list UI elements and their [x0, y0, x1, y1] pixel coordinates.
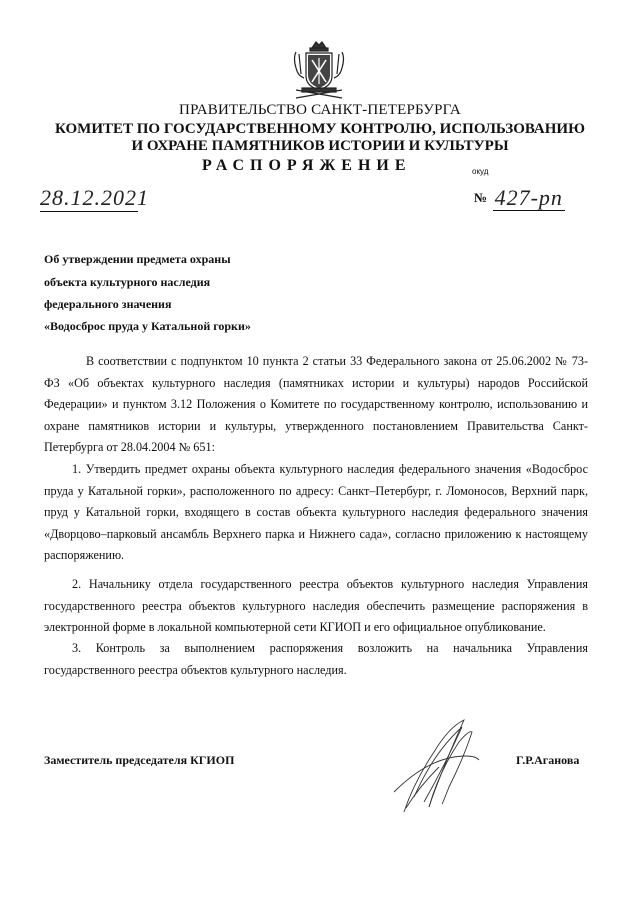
subject-line: объекта культурного наследия: [44, 275, 211, 289]
document-date: 28.12.2021: [40, 185, 149, 210]
subject-line: федерального значения: [44, 297, 172, 311]
signatory-name: Г.Р.Аганова: [516, 753, 580, 767]
item-2-paragraph: 2. Начальнику отдела государственного реестра объектов культурного наследия Управления государственного реестра объектов культурного наследия обеспечить размещение распоряжения в электронной форме в локальной компьютерной сети КГИОП и его официальное опубликование.: [44, 577, 588, 634]
signatory-title: Заместитель председателя КГИОП: [44, 753, 235, 767]
handwritten-signature: [384, 712, 504, 822]
preamble-paragraph: В соответствии с подпунктом 10 пункта 2 статьи 33 Федерального закона от 25.06.2002 № 73-ФЗ «Об объектах культурного наследия (памятниках истории и культуры) народов Российской Федерации» и пунктом 3.12 Положения о Комитете по государственному контролю, использованию и охране памятников истории и культуры, утвержденного постановлением Правительства Санкт-Петербурга от 28.04.2004 № 651:: [44, 354, 588, 454]
item-3-paragraph: 3. Контроль за выполнением распоряжения возложить на начальника Управления государственного реестра объектов культурного наследия.: [44, 641, 588, 677]
subject-line: Об утверждении предмета охраны: [44, 252, 231, 266]
coat-of-arms-icon: [290, 38, 348, 100]
committee-title-line2: И ОХРАНЕ ПАМЯТНИКОВ ИСТОРИИ И КУЛЬТУРЫ: [131, 138, 509, 154]
okud-label: окуд: [472, 167, 489, 176]
government-title: ПРАВИТЕЛЬСТВО САНКТ-ПЕТЕРБУРГА: [179, 102, 461, 118]
document-type: РАСПОРЯЖЕНИЕ: [202, 157, 412, 174]
subject-line: «Водосброс пруда у Катальной горки»: [44, 319, 251, 333]
committee-title-line1: КОМИТЕТ ПО ГОСУДАРСТВЕННОМУ КОНТРОЛЮ, ИСПОЛЬЗОВАНИЮ: [55, 121, 585, 137]
item-1-paragraph: 1. Утвердить предмет охраны объекта культурного наследия федерального значения «Водосброс пруда у Катальной горки», расположенного по адресу: Санкт–Петербург, г. Ломоносов, Верхний парк, пруд у Катальной горки, входящего в состав объекта культурного наследия федерального значения «Дворцово–парковый ансамбль Верхнего парка и Нижнего сада», согласно приложению к настоящему распоряжению.: [44, 462, 588, 562]
number-sign: №: [474, 190, 488, 205]
number-value: 427-рп: [494, 185, 563, 210]
document-number: [474, 185, 565, 211]
